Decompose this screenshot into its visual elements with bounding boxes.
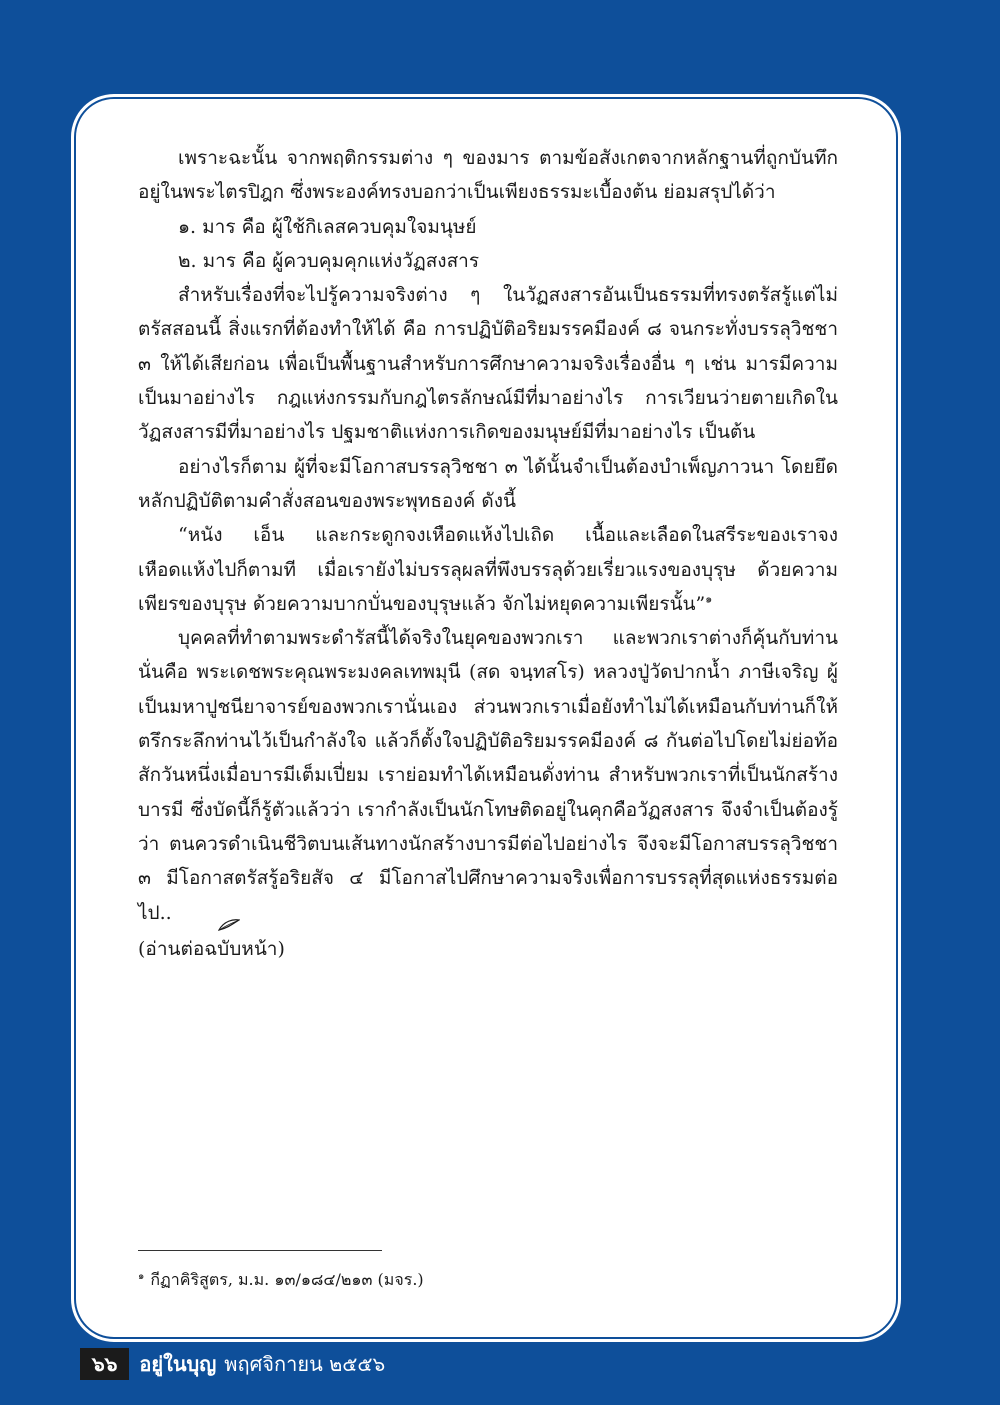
article-body	[138, 141, 838, 966]
leaf-flourish-icon	[178, 908, 200, 920]
list-item-2: ๒. มาร คือ ผู้ควบคุมคุกแห่งวัฏสงสาร	[178, 249, 480, 272]
paragraph-4-text: บุคคลที่ทำตามพระดำรัสนี้ได้จริงในยุคของพวกเรา และพวกเราต่างก็คุ้นกับท่านนั่นคือ พระเดชพระคุณพระมงคลเทพมุนี (สด จนฺทสโร) หลวงปู่วัดปากน้ำ ภาษีเจริญ ผู้เป็นมหาปูชนียาจารย์ของพวกเรานั่นเอง ส่วนพวกเราเมื่อยังทำไม่ได้เหมือนกับท่านก็ให้ตรึกระลึกท่านไว้เป็นกำลังใจ แล้วก็ตั้งใจปฏิบัติอริยมรรคมีองค์ ๘ กันต่อไปโดยไม่ย่อท้อ สักวันหนึ่งเมื่อบารมีเต็มเปี่ยม เราย่อมทำได้เหมือนดั่งท่าน สำหรับพวกเราที่เป็นนักสร้างบารมี ซึ่งบัดนี้ก็รู้ตัวแล้วว่า เรากำลังเป็นนักโทษติดอยู่ในคุกคือวัฏสงสาร จึงจำเป็นต้องรู้ว่า ตนควรดำเนินชีวิตบนเส้นทางนักสร้างบารมีต่อไปอย่างไร จึงจะมีโอกาสบรรลุวิชชา ๓ มีโอกาสตรัสรู้อริยสัจ ๔ มีโอกาสไปศึกษาความจริงเพื่อการบรรลุที่สุดแห่งธรรมต่อไป..	[138, 627, 838, 924]
footnote-reference[interactable]: ๑	[705, 592, 713, 606]
paragraph-1: เพราะฉะนั้น จากพฤติกรรมต่าง ๆ ของมาร ตามข้อสังเกตจากหลักฐานที่ถูกบันทึกอยู่ในพระไตรปิฎก ซึ่งพระองค์ทรงบอกว่าเป็นเพียงธรรมะเบื้องต้น ย่อมสรุปได้ว่า	[138, 147, 838, 204]
paragraph-3: อย่างไรก็ตาม ผู้ที่จะมีโอกาสบรรลุวิชชา ๓ ได้นั้นจำเป็นต้องบำเพ็ญภาวนา โดยยึดหลักปฏิบัติตามคำสั่งสอนของพระพุทธองค์ ดังนี้	[138, 455, 838, 512]
paragraph-2: สำหรับเรื่องที่จะไปรู้ความจริงต่าง ๆ ในวัฏสงสารอันเป็นธรรมที่ทรงตรัสรู้แต่ไม่ตรัสสอนนี้ สิ่งแรกที่ต้องทำให้ได้ คือ การปฏิบัติอริยมรรคมีองค์ ๘ จนกระทั่งบรรลุวิชชา ๓ ให้ได้เสียก่อน เพื่อเป็นพื้นฐานสำหรับการศึกษาความจริงเรื่องอื่น ๆ เช่น มารมีความเป็นมาอย่างไร กฎแห่งกรรมกับกฎไตรลักษณ์มีที่มาอย่างไร การเวียนว่ายตายเกิดในวัฏสงสารมีที่มาอย่างไร ปฐมชาติแห่งการเกิดของมนุษย์มีที่มาอย่างไร เป็นต้น	[138, 284, 838, 444]
issue-date: พฤศจิกายน ๒๕๕๖	[224, 1352, 386, 1376]
list-item-1: ๑. มาร คือ ผู้ใช้กิเลสควบคุมใจมนุษย์	[178, 215, 477, 238]
quote-paragraph	[138, 518, 838, 621]
content-card	[80, 103, 892, 1333]
quote-text: “หนัง เอ็น และกระดูกจงเหือดแห้งไปเถิด เนื้อและเลือดในสรีระของเราจงเหือดแห้งไปก็ตามที เมื่อเรายังไม่บรรลุผลที่พึงบรรลุด้วยเรี่ยวแรงของบุรุษ ด้วยความเพียรของบุรุษ ด้วยความบากบั่นของบุรุษแล้ว จักไม่หยุดความเพียรนั้น”	[138, 524, 838, 615]
footnote-text: กีฏาคิริสูตร, ม.ม. ๑๓/๑๘๔/๒๑๓ (มจร.)	[150, 1270, 424, 1289]
footnote	[138, 1268, 738, 1293]
paragraph-4	[138, 621, 838, 930]
page-footer	[80, 1348, 385, 1380]
page-number: ๖๖	[80, 1348, 129, 1380]
footnote-divider	[138, 1250, 382, 1251]
magazine-title: อยู่ในบุญ	[139, 1352, 217, 1376]
continued-note: (อ่านต่อฉบับหน้า)	[138, 937, 285, 960]
footnote-mark: ๑	[138, 1270, 145, 1282]
